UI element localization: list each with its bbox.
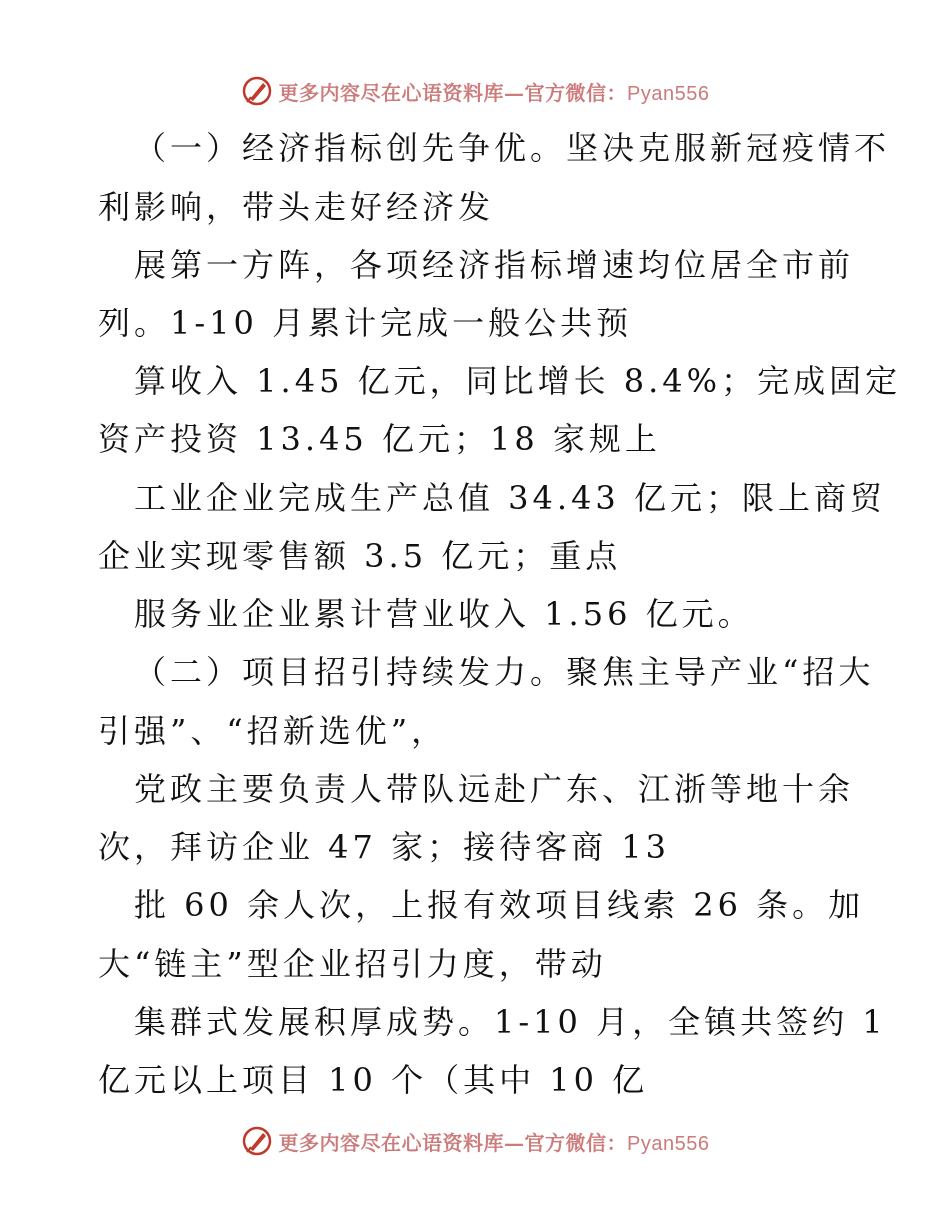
text-line: 亿元以上项目 10 个（其中 10 亿 (98, 1061, 649, 1099)
text-line: 大“链主”型企业招引力度，带动 (98, 945, 607, 983)
text-line: 工业企业完成生产总值 34.43 亿元；限上商贸 (134, 479, 886, 517)
text-line: 展第一方阵，各项经济指标增速均位居全市前 (134, 246, 855, 284)
text-line: 服务业企业累计营业收入 1.56 亿元。 (134, 595, 754, 633)
text-line: 资产投资 13.45 亿元；18 家规上 (98, 420, 661, 458)
watermark-text: 更多内容尽在心语资料库—官方微信：Pyan556 (278, 80, 710, 105)
text-line: 次，拜访企业 47 家；接待客商 13 (98, 828, 670, 866)
text-line: （一）经济指标创先争优。坚决克服新冠疫情不 (134, 129, 891, 167)
text-line: 列。1-10 月累计完成一般公共预 (98, 304, 633, 342)
text-line: （二）项目招引持续发力。聚焦主导产业“招大 (134, 653, 875, 691)
quill-logo-icon (241, 1125, 273, 1157)
text-line: 党政主要负责人带队远赴广东、江浙等地十余 (134, 770, 855, 808)
text-line: 利影响，带头走好经济发 (98, 188, 495, 226)
text-line: 企业实现零售额 3.5 亿元；重点 (98, 537, 622, 575)
text-line: 算收入 1.45 亿元，同比增长 8.4%；完成固定 (134, 362, 902, 400)
text-line: 批 60 余人次，上报有效项目线索 26 条。加 (134, 886, 865, 924)
text-line: 引强”、“招新选优”， (98, 712, 448, 750)
footer-watermark (0, 1121, 950, 1161)
watermark-text: 更多内容尽在心语资料库—官方微信：Pyan556 (278, 1130, 710, 1155)
text-line: 集群式发展积厚成势。1-10 月，全镇共签约 1 (134, 1003, 887, 1041)
